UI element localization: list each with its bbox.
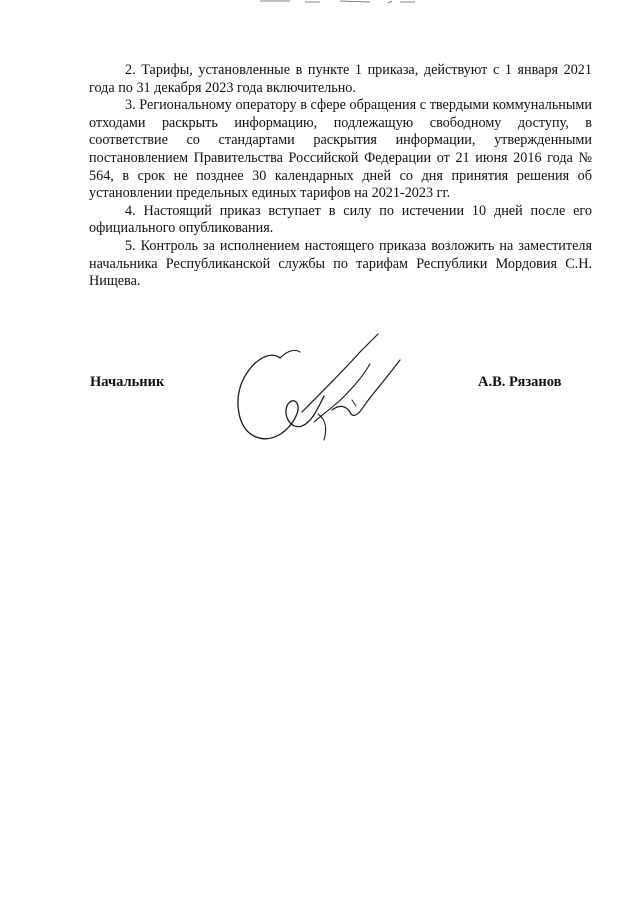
document-body	[89, 62, 592, 291]
paragraph-2: 2. Тарифы, установленные в пункте 1 приказа, действуют с 1 января 2021 года по 31 декабря 2023 года включительно.	[89, 62, 592, 96]
signer-name: А.В. Рязанов	[478, 374, 562, 390]
signature-block	[0, 330, 640, 470]
paragraph-4: 4. Настоящий приказ вступает в силу по истечении 10 дней после его официального опубликования.	[89, 202, 592, 237]
handwritten-signature	[232, 330, 412, 460]
scan-artifact-top	[250, 0, 420, 6]
paragraph-3: 3. Региональному оператору в сфере обращения с твердыми коммунальными отходами раскрыть информацию, подлежащую свободному доступу, в соответствие со стандартами раскрытия информации, утвержденными постановлением Правительства Российской Федерации от 21 июня 2016 года № 564, в срок не позднее 30 календарных дней со дня принятия решения об установлении предельных единых тарифов на 2021-2023 гг.	[89, 97, 592, 202]
signer-position: Начальник	[90, 374, 165, 390]
paragraph-5: 5. Контроль за исполнением настоящего приказа возложить на заместителя начальника Республиканской службы по тарифам Республики Мордовия С.Н. Нищева.	[89, 237, 592, 290]
